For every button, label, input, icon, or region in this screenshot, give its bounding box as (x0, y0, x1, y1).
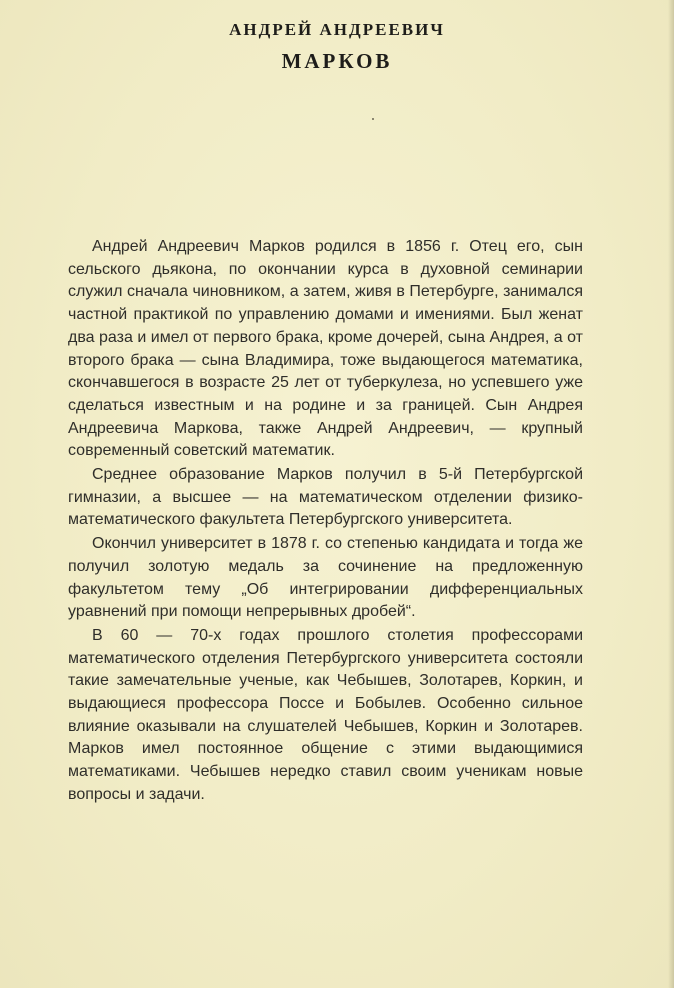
article-body (68, 236, 583, 808)
paragraph-education: Среднее образование Марков получил в 5-й Петербургской гимназии, а высшее — на математическом отделении физико-математического факультета Петербургского университета. (68, 466, 583, 529)
chapter-title-first-name: АНДРЕЙ АНДРЕЕВИЧ (229, 20, 445, 39)
chapter-title-surname: МАРКОВ (281, 49, 393, 73)
paragraph-graduation: Окончил университет в 1878 г. со степенью кандидата и тогда же получил золотую медаль за сочинение на предложенную факультетом тему „Об интегрировании дифференциальных уравнений при помощи непрерывных дробей“. (68, 535, 583, 621)
paragraph-professors: В 60 — 70-х годах прошлого столетия профессорами математического отделения Петербургского университета состояли такие замечательные ученые, как Чебышев, Золотарев, Коркин, и выдающиеся профессора Поссе и Бобылев. Особенно сильное влияние оказывали на слушателей Чебышев, Коркин и Золотарев. Марков имел постоянное общение с этими выдающимися математиками. Чебышев нередко ставил своим ученикам новые вопросы и задачи. (68, 626, 583, 803)
print-speck (372, 118, 374, 120)
paragraph-biography-family: Андрей Андреевич Марков родился в 1856 г. Отец его, сын сельского дьякона, по окончании курса в духовной семинарии служил сначала чиновником, а затем, живя в Петербурге, занимался частной практикой по управлению домами и имениями. Был женат два раза и имел от первого брака, кроме дочерей, сына Андрея, а от второго брака — сына Владимира, тоже выдающегося математика, скончавшегося в возрасте 25 лет от туберкулеза, но успевшего уже сделаться известным и на родине и за границей. Сын Андрея Андреевича Маркова, также Андрей Андреевич, — крупный современный советский математик. (68, 238, 583, 460)
page-edge-shadow (668, 0, 674, 988)
